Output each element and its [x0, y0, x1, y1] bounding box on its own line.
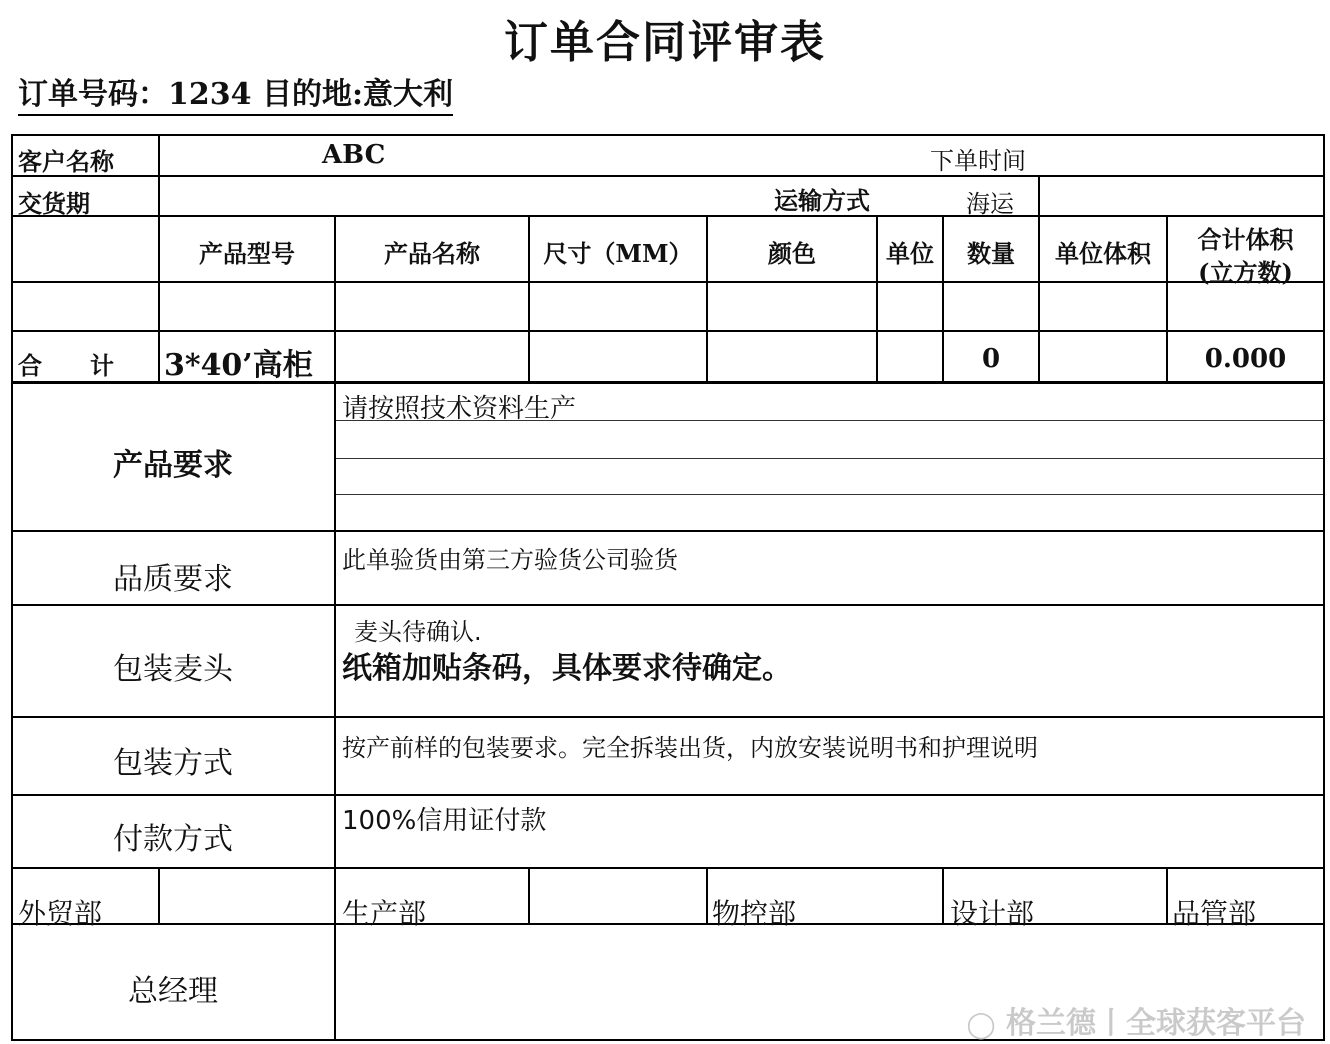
header-size: 尺寸（MM）	[543, 239, 693, 268]
wechat-icon: ◯	[966, 1010, 996, 1040]
watermark-text: 格兰德丨全球获客平台	[1006, 1006, 1306, 1041]
packing-method-value: 按产前样的包装要求。完全拆装出货，内放安装说明书和护理说明	[342, 734, 1038, 762]
order-time-label: 下单时间	[930, 147, 1026, 175]
product-requirement-label: 产品要求	[113, 448, 233, 483]
header-total-volume: 合计体积	[1197, 225, 1294, 254]
packing-marks-note: 麦头待确认.	[354, 618, 482, 646]
watermark	[966, 998, 1306, 1042]
dept-design: 设计部	[950, 897, 1035, 930]
header-color: 颜色	[768, 239, 816, 268]
transport-value: 海运	[966, 190, 1014, 218]
customer-name-value: ABC	[322, 140, 386, 170]
order-line: 订单号码：1234 目的地:意大利	[18, 76, 453, 116]
dept-material-control: 物控部	[712, 897, 797, 930]
quality-requirement-value: 此单验货由第三方验货公司验货	[342, 546, 678, 574]
dept-foreign-trade: 外贸部	[18, 897, 103, 930]
dept-quality: 品管部	[1172, 897, 1257, 930]
delivery-label: 交货期	[18, 189, 90, 218]
header-quantity: 数量	[967, 239, 1015, 268]
transport-label: 运输方式	[774, 186, 870, 215]
payment-method-value: 100%信用证付款	[342, 806, 547, 836]
header-product-model: 产品型号	[199, 239, 295, 268]
total-label: 合 计	[18, 351, 114, 380]
header-total-volume-unit: (立方数)	[1198, 258, 1293, 287]
page-title: 订单合同评审表	[504, 17, 826, 68]
packing-marks-label: 包装麦头	[113, 652, 233, 687]
general-manager-label: 总经理	[128, 974, 218, 1009]
dept-production: 生产部	[342, 897, 427, 930]
header-unit-volume: 单位体积	[1055, 239, 1151, 268]
quality-requirement-label: 品质要求	[113, 562, 233, 597]
total-volume: 0.000	[1204, 344, 1287, 374]
total-quantity: 0	[981, 344, 1001, 374]
customer-name-label: 客户名称	[18, 147, 114, 176]
packing-marks-value: 纸箱加贴条码，具体要求待确定。	[342, 651, 792, 686]
total-container: 3*40’高柜	[164, 348, 313, 383]
product-requirement-value: 请按照技术资料生产	[342, 394, 577, 424]
payment-method-label: 付款方式	[113, 822, 233, 857]
header-unit: 单位	[886, 239, 934, 268]
packing-method-label: 包装方式	[113, 746, 233, 781]
header-product-name: 产品名称	[384, 239, 480, 268]
